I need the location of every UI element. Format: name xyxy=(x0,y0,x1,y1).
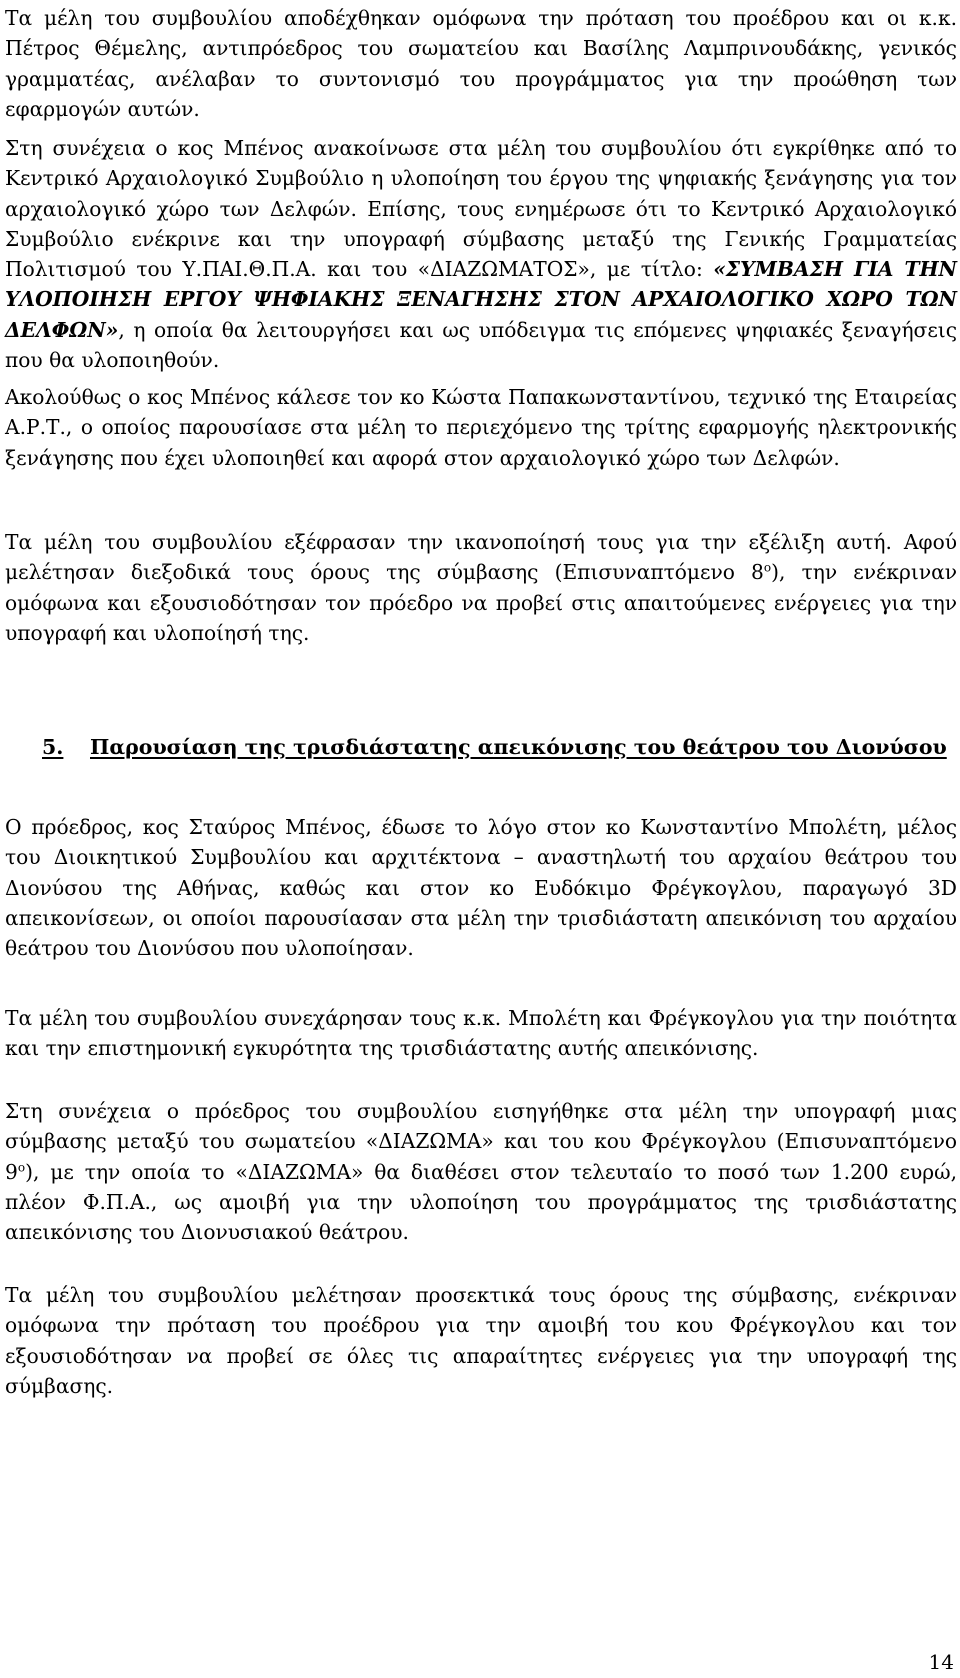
paragraph-text: Ακολούθως ο κος Μπένος κάλεσε τον κο Κώστα Παπακωνσταντίνου, τεχνικό της Εταιρείας Α.Ρ.Τ., ο οποίος παρουσίασε στα μέλη το περιεχόμενο της τρίτης εφαρμογής ηλεκτρονικής ξενάγησης που έχει υλοποιηθεί και αφορά στον αρχαιολογικό χώρο των Δελφών. xyxy=(5,385,957,470)
paragraph-fee-approval xyxy=(5,1280,957,1401)
paragraph-text: Στη συνέχεια ο πρόεδρος του συμβουλίου εισηγήθηκε στα μέλη την υπογραφή μιας σύμβασης μεταξύ του σωματείου «ΔΙΑΖΩΜΑ» και του κου Φρέγκογλου (Επισυναπτόμενο 9 xyxy=(5,1099,957,1184)
paragraph-text: Τα μέλη του συμβουλίου μελέτησαν προσεκτικά τους όρους της σύμβασης, ενέκριναν ομόφωνα την πρόταση του προέδρου για την αμοιβή του κου Φρέγκογλου και τον εξουσιοδότησαν να προβεί σε όλες τις απαραίτητες ενέργειες για την υπογραφή της σύμβασης. xyxy=(5,1283,957,1398)
paragraph-delphi-digital-tour xyxy=(5,133,957,375)
paragraph-text: Τα μέλη του συμβουλίου συνεχάρησαν τους κ.κ. Μπολέτη και Φρέγκογλου για την ποιότητα και την επιστημονική εγκυρότητα της τρισδιάστατης αυτής απεικόνισης. xyxy=(5,1006,957,1061)
paragraph-text: Στη συνέχεια ο κος Μπένος ανακοίνωσε στα μέλη του συμβουλίου ότι εγκρίθηκε από το Κεντρικό Αρχαιολογικό Συμβούλιο η υλοποίηση του έργου της ψηφιακής ξενάγησης για τον αρχαιολογικό χώρο των Δελφών. Επίσης, τους ενημέρωσε ότι το Κεντρικό Αρχαιολογικό Συμβούλιο ενέκρινε και την υπογραφή σύμβασης μεταξύ της Γενικής Γραμματείας Πολιτισμού του Υ.ΠΑΙ.Θ.Π.Α. και του «ΔΙΑΖΩΜΑΤΟΣ», με τίτλο: xyxy=(5,136,957,282)
paragraph-text: ), την ενέκριναν ομόφωνα και εξουσιοδότησαν τον πρόεδρο να προβεί στις απαιτούμενες ενέργειες για την υπογραφή και υλοποίησή της. xyxy=(5,560,957,645)
paragraph-text: Ο πρόεδρος, κος Σταύρος Μπένος, έδωσε το λόγο στον κο Κωνσταντίνο Μπολέτη, μέλος του Διοικητικού Συμβουλίου και αρχιτέκτονα – αναστηλωτή του αρχαίου θεάτρου του Διονύσου της Αθήνας, καθώς και στον κο Ευδόκιμο Φρέγκογλου, παραγωγό 3D απεικονίσεων, οι οποίοι παρουσίασαν στα μέλη την τρισδιάστατη απεικόνιση του αρχαίου θεάτρου του Διονύσου που υλοποίησαν. xyxy=(5,815,957,961)
paragraph-text: , η οποία θα λειτουργήσει και ως υπόδειγμα τις επόμενες ψηφιακές ξεναγήσεις που θα υλοποιηθούν. xyxy=(5,317,957,373)
section-title: Παρουσίαση της τρισδιάστατης απεικόνισης του θεάτρου του Διονύσου xyxy=(90,735,947,759)
paragraph-contract-proposal xyxy=(5,1096,957,1247)
paragraph-council-accepted xyxy=(5,3,957,124)
paragraph-theatre-presentation xyxy=(5,812,957,963)
paragraph-contract-approval xyxy=(5,527,957,648)
paragraph-text: Τα μέλη του συμβουλίου αποδέχθηκαν ομόφωνα την πρόταση του προέδρου και οι κ.κ. Πέτρος Θέμελης, αντιπρόεδρος του σωματείου και Βασίλης Λαμπρινουδάκης, γενικός γραμματέας, ανέλαβαν το συντονισμό του προγράμματος για την προώθηση των εφαρμογών αυτών. xyxy=(5,6,957,121)
paragraph-art-presentation xyxy=(5,382,957,473)
page-number: 14 xyxy=(928,1650,954,1674)
contract-title: «ΣΥΜΒΑΣΗ ΓΙΑ ΤΗΝ ΥΛΟΠΟΙΗΣΗ ΕΡΓΟΥ ΨΗΦΙΑΚΗΣ ΞΕΝΑΓΗΣΗΣ ΣΤΟΝ ΑΡΧΑΙΟΛΟΓΙΚΟ ΧΩΡΟ ΤΩΝ ΔΕΛΦΩΝ» xyxy=(5,257,957,342)
section-heading xyxy=(5,730,957,764)
section-number: 5. xyxy=(42,735,64,759)
paragraph-text: Τα μέλη του συμβουλίου εξέφρασαν την ικανοποίησή τους για την εξέλιξη αυτή. Αφού μελέτησαν διεξοδικά τους όρους της σύμβασης (Επισυναπτόμενο 8 xyxy=(5,530,957,585)
paragraph-congratulations xyxy=(5,1003,957,1064)
paragraph-text: ), με την οποία το «ΔΙΑΖΩΜΑ» θα διαθέσει στον τελευταίο το ποσό των 1.200 ευρώ, πλέον Φ.Π.Α., ως αμοιβή για την υλοποίηση του προγράμματος της τρισδιάστατης απεικόνισης του Διονυσιακού θεάτρου. xyxy=(5,1159,957,1245)
superscript: ο xyxy=(17,1159,26,1174)
superscript: ο xyxy=(763,560,772,575)
